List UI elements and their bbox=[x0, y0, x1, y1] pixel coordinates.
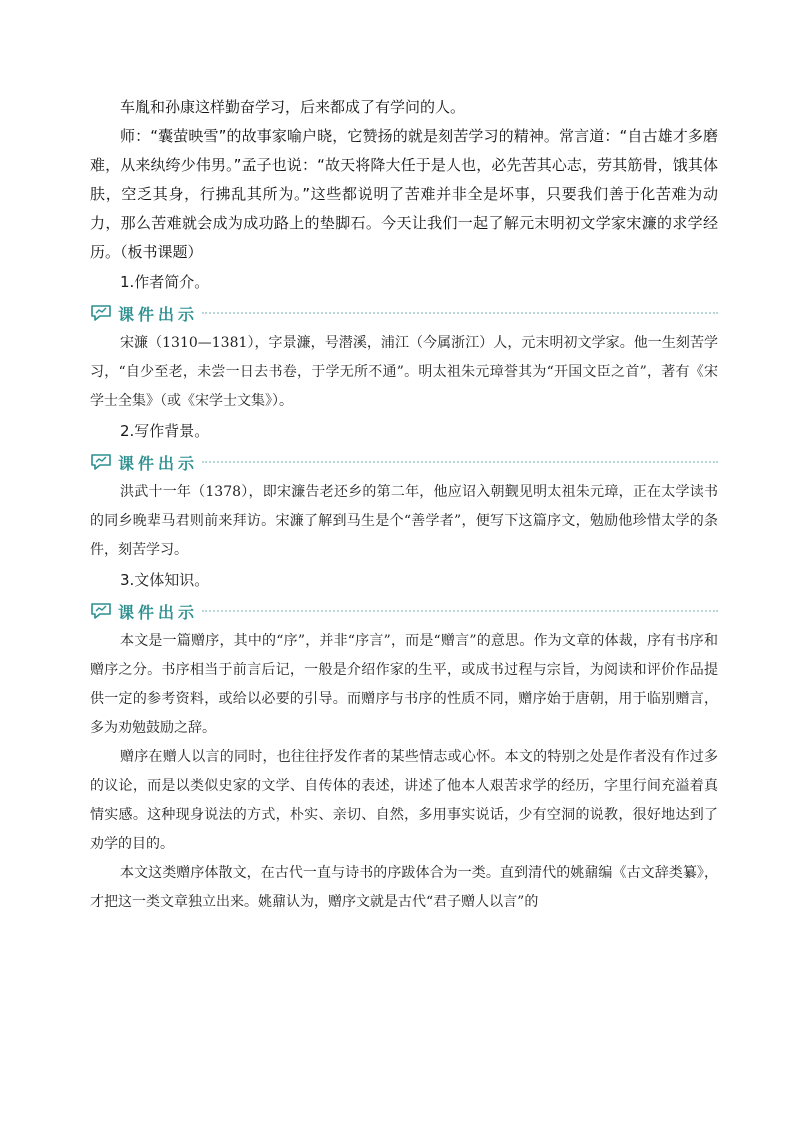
chat-bubble-icon bbox=[90, 602, 112, 620]
paragraph-genre-2: 赠序在赠人以言的同时，也往往抒发作者的某些情志或心怀。本文的特别之处是作者没有作过多的议论，而是以类似史家的文学、自传体的表述，讲述了他本人艰苦求学的经历，字里行间充溢着真情实感。这种现身说法的方式，朴实、亲切、自然，多用事实说话，少有空洞的说教，很好地达到了劝学的目的。 bbox=[90, 749, 718, 852]
callout-label: 课件出示 bbox=[118, 304, 199, 324]
section-heading-author: 1.作者简介。 bbox=[120, 273, 210, 291]
paragraph-genre-1: 本文是一篇赠序，其中的“序”，并非“序言”，而是“赠言”的意思。作为文章的体裁，序有书序和赠序之分。书序相当于前言后记，一般是介绍作家的生平，或成书过程与宗旨，为阅读和评价作品提供一定的参考资料，或给以必要的引导。而赠序与书序的性质不同，赠序始于唐朝，用于临别赠言，多为劝勉鼓励之辞。 bbox=[90, 633, 718, 736]
paragraph-author-intro: 宋濂（1310—1381），字景濂，号潜溪，浦江（今属浙江）人，元末明初文学家。他一生刻苦学习，“自少至老，未尝一日去书卷，于学无所不通”。明太祖朱元璋誉其为“开国文臣之首”，著有《宋学士全集》（或《宋学士文集》）。 bbox=[90, 335, 718, 409]
courseware-callout bbox=[90, 446, 718, 478]
courseware-callout bbox=[90, 595, 718, 627]
dotted-divider bbox=[202, 610, 718, 612]
paragraph-genre-3: 本文这类赠序体散文，在古代一直与诗书的序跋体合为一类。直到清代的姚鼐编《古文辞类纂》，才把这一类文章独立出来。姚鼐认为，赠序文就是古代“君子赠人以言”的 bbox=[90, 865, 718, 910]
document-body bbox=[90, 93, 718, 917]
paragraph-teacher: 师：“囊萤映雪”的故事家喻户晓，它赞扬的就是刻苦学习的精神。常言道：“自古雄才多磨难，从来纨绔少伟男。”孟子也说：“故天将降大任于是人也，必先苦其心志，劳其筋骨，饿其体肤，空乏其身，行拂乱其所为。”这些都说明了苦难并非全是坏事，只要我们善于化苦难为动力，那么苦难就会成为成功路上的垫脚石。今天让我们一起了解元末明初文学家宋濂的求学经历。（板书课题） bbox=[90, 127, 718, 261]
chat-bubble-icon bbox=[90, 453, 112, 471]
courseware-callout bbox=[90, 297, 718, 329]
section-heading-genre: 3.文体知识。 bbox=[120, 571, 210, 589]
callout-label: 课件出示 bbox=[118, 602, 199, 622]
paragraph-intro: 车胤和孙康这样勤奋学习，后来都成了有学问的人。 bbox=[120, 98, 466, 116]
callout-label: 课件出示 bbox=[118, 453, 199, 473]
chat-bubble-icon bbox=[90, 304, 112, 322]
paragraph-background: 洪武十一年（1378），即宋濂告老还乡的第二年，他应诏入朝觐见明太祖朱元璋，正在太学读书的同乡晚辈马君则前来拜访。宋濂了解到马生是个“善学者”，便写下这篇序文，勉励他珍惜太学的条件，刻苦学习。 bbox=[90, 484, 718, 558]
dotted-divider bbox=[202, 461, 718, 463]
dotted-divider bbox=[202, 312, 718, 314]
section-heading-background: 2.写作背景。 bbox=[120, 422, 210, 440]
